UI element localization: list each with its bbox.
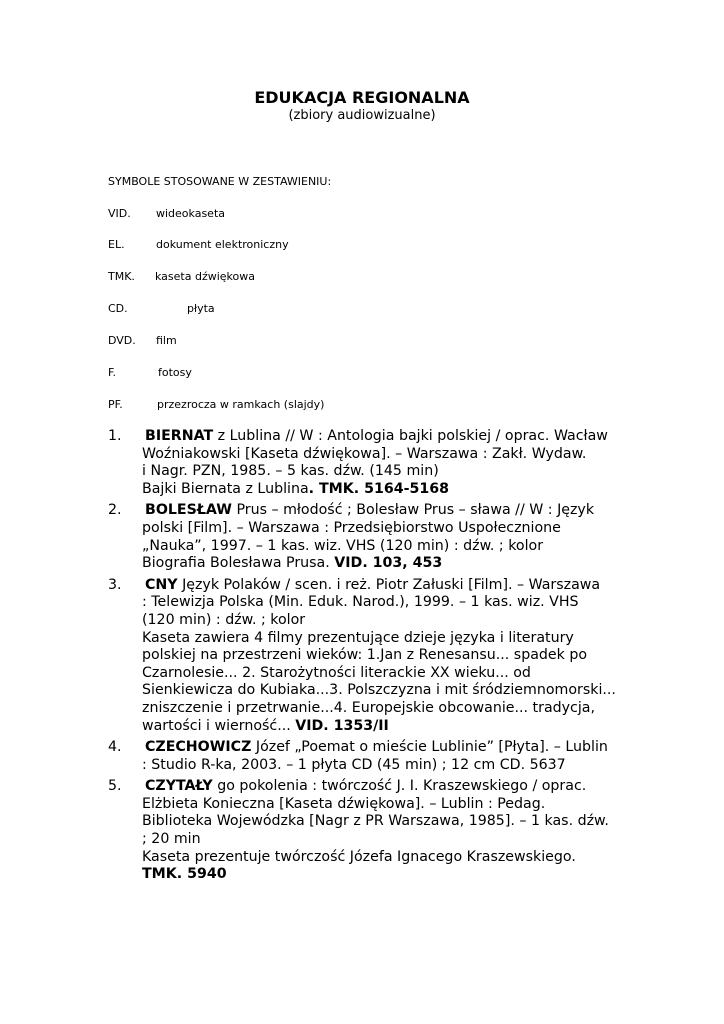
entry-text: Prus – młodość ; Bolesław Prus – sława // W : Język	[231, 502, 595, 519]
entry-bold-text: VID. 1353/II	[295, 717, 389, 734]
entry-line	[142, 739, 668, 757]
entry-text: Biografia Bolesława Prusa.	[142, 555, 335, 572]
entry-line	[142, 520, 668, 538]
entry-line	[142, 866, 668, 884]
bibliography-entry	[108, 778, 668, 884]
entry-line	[142, 682, 668, 700]
entry-number: 2.	[108, 502, 122, 519]
symbol-desc: wideokaseta	[156, 207, 226, 220]
entry-bold-text: CZECHOWICZ	[145, 739, 252, 756]
bibliography-entry	[108, 502, 668, 572]
symbol-row	[108, 398, 325, 411]
symbol-abbr: F.	[108, 366, 117, 379]
bibliography-entry	[108, 577, 668, 735]
symbol-desc: film	[156, 334, 177, 347]
entry-text: „Nauka”, 1997. – 1 kas. wiz. VHS (120 min) : dźw. ; kolor	[142, 537, 544, 554]
symbol-abbr: EL.	[108, 238, 125, 251]
document-title: EDUKACJA REGIONALNA	[254, 88, 470, 107]
symbol-desc: dokument elektroniczny	[156, 238, 289, 251]
entry-number: 3.	[108, 576, 122, 593]
entry-number: 5.	[108, 778, 122, 795]
entry-text: : Studio R-ka, 2003. – 1 płyta CD (45 min) ; 12 cm CD. 5637	[142, 756, 566, 773]
entry-text: Sienkiewicza do Kubiaka...3. Polszczyzna i mit śródziemnomorski...	[142, 682, 616, 699]
entry-text: ; 20 min	[142, 831, 201, 848]
symbol-row	[108, 270, 255, 283]
entry-text: Józef „Poemat o mieście Lublinie” [Płyta]. – Lublin	[251, 739, 608, 756]
symbol-desc: fotosy	[158, 366, 192, 379]
entry-text: Czarnolesie... 2. Starożytności literackie XX wieku... od	[142, 664, 531, 681]
entry-line	[142, 463, 668, 481]
entry-line	[142, 778, 668, 796]
entry-number: 1.	[108, 428, 122, 444]
entry-bold-text: BIERNAT	[145, 428, 214, 444]
symbol-abbr: VID.	[108, 207, 131, 220]
entry-line	[142, 555, 668, 573]
entry-text: wartości i wierność...	[142, 717, 296, 734]
entry-text: polskiej na przestrzeni wieków: 1.Jan z Renesansu... spadek po	[142, 647, 588, 664]
entry-line	[142, 647, 668, 665]
symbol-abbr: PF.	[108, 398, 123, 411]
entry-text: Kaseta zawiera 4 filmy prezentujące dzieje języka i literatury	[142, 629, 574, 646]
entry-text: i Nagr. PZN, 1985. – 5 kas. dźw. (145 min)	[142, 463, 439, 480]
entry-line	[142, 718, 668, 736]
entry-bold-text: . TMK. 5164-5168	[308, 480, 449, 497]
symbol-abbr: CD.	[108, 302, 128, 315]
bibliography-entry	[108, 428, 668, 498]
entry-text: Biblioteka Wojewódzka [Nagr z PR Warszawa, 1985]. – 1 kas. dźw.	[142, 813, 609, 830]
entry-line	[142, 428, 668, 446]
entry-text: z Lublina // W : Antologia bajki polskiej / oprac. Wacław	[213, 428, 608, 444]
entry-line	[142, 831, 668, 849]
symbol-abbr: TMK.	[108, 270, 135, 283]
symbol-abbr: DVD.	[108, 334, 136, 347]
entry-line	[142, 700, 668, 718]
symbol-desc: kaseta dźwiękowa	[155, 270, 255, 283]
entry-line	[142, 481, 668, 499]
bibliography-entry	[108, 739, 668, 774]
entry-text: Elżbieta Konieczna [Kaseta dźwiękowa]. – Lublin : Pedag.	[142, 795, 546, 812]
entry-bold-text: TMK. 5940	[142, 866, 227, 883]
entry-text: Bajki Biernata z Lublina	[142, 480, 309, 497]
entry-text: polski [Film]. – Warszawa : Przedsiębiorstwo Uspołecznione	[142, 519, 561, 536]
symbol-desc: płyta	[187, 302, 215, 315]
symbol-row	[108, 366, 192, 379]
entry-text: Język Polaków / scen. i reż. Piotr Załuski [Film]. – Warszawa	[177, 576, 601, 593]
entry-line	[142, 594, 668, 612]
entry-line	[142, 665, 668, 683]
entry-line	[142, 813, 668, 831]
bibliography-list	[108, 428, 668, 888]
entry-line	[142, 757, 668, 775]
entry-bold-text: CNY	[145, 576, 178, 593]
symbol-row	[108, 207, 226, 220]
entry-text: go pokolenia : twórczość J. I. Kraszewskiego / oprac.	[212, 778, 587, 795]
entry-text: (120 min) : dźw. ; kolor	[142, 611, 306, 628]
entry-line	[142, 630, 668, 648]
entry-line	[142, 849, 668, 867]
symbol-row	[108, 238, 289, 251]
symbol-desc: przezrocza w ramkach (slajdy)	[157, 398, 325, 411]
entry-line	[142, 577, 668, 595]
entry-line	[142, 612, 668, 630]
entry-line	[142, 538, 668, 556]
symbol-row	[108, 302, 215, 315]
entry-text: zniszczenie i przetrwanie...4. Europejskie obcowanie... tradycja,	[142, 699, 595, 716]
entry-line	[142, 796, 668, 814]
entry-text: Woźniakowski [Kaseta dźwiękowa]. – Warszawa : Zakł. Wydaw.	[142, 445, 587, 462]
entry-text: Kaseta prezentuje twórczość Józefa Ignacego Kraszewskiego.	[142, 848, 576, 865]
entry-bold-text: BOLESŁAW	[145, 502, 232, 519]
symbols-heading: SYMBOLE STOSOWANE W ZESTAWIENIU:	[108, 175, 332, 188]
entry-bold-text: CZYTAŁY	[145, 778, 213, 795]
entry-line	[142, 446, 668, 464]
document-subtitle: (zbiory audiowizualne)	[288, 108, 436, 123]
entry-text: : Telewizja Polska (Min. Eduk. Narod.), 1999. – 1 kas. wiz. VHS	[142, 594, 579, 611]
symbol-row	[108, 334, 177, 347]
entry-line	[142, 502, 668, 520]
entry-bold-text: VID. 103, 453	[334, 555, 443, 572]
entry-number: 4.	[108, 739, 122, 756]
